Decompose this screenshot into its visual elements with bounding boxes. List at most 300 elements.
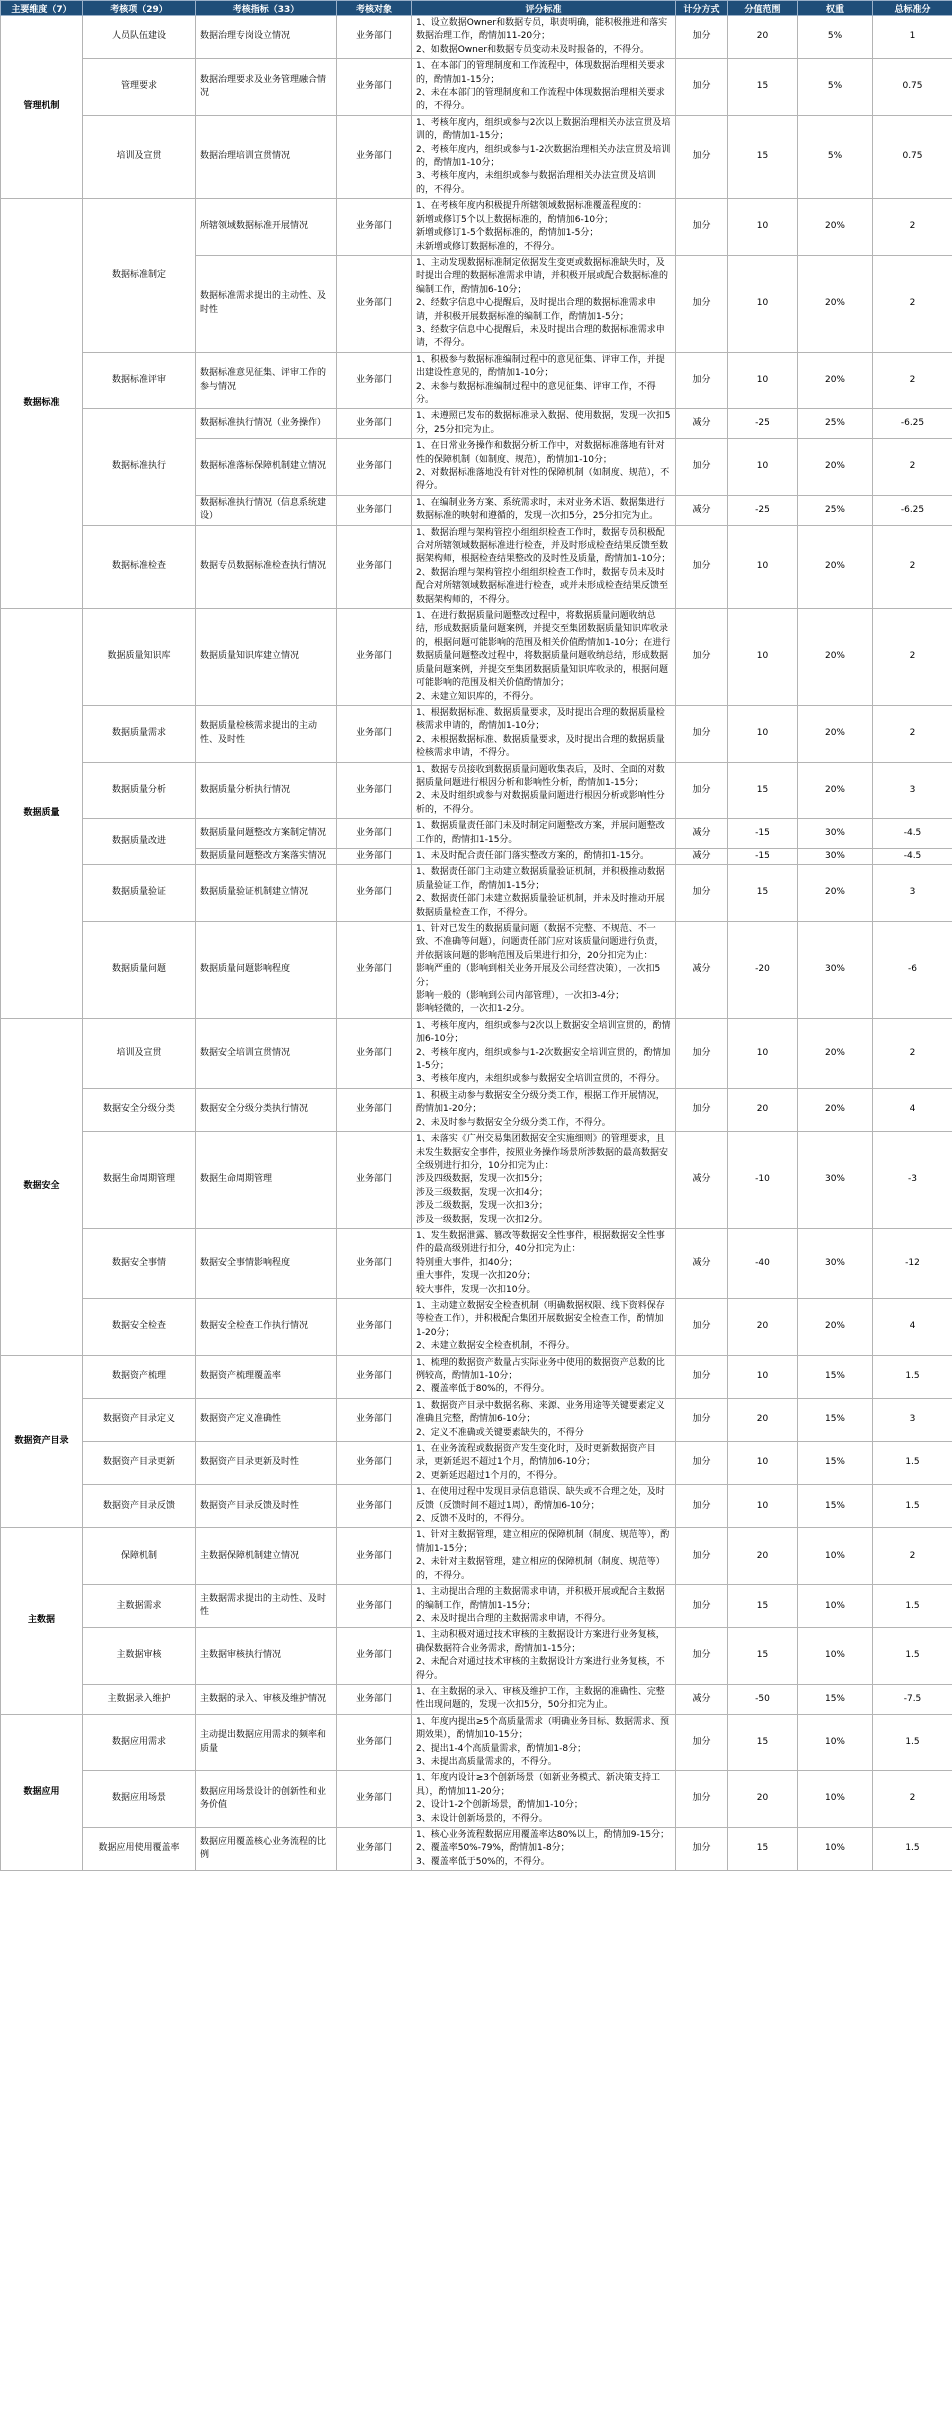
method-cell: 减分 — [676, 1228, 728, 1298]
table-row — [1, 1585, 952, 1628]
criteria-cell: 1、主动建立数据安全检查机制（明确数据权限、线下资料保存等检查工作），并积极配合集团开展数据安全检查工作，酌情加1-20分； 2、未建立数据安全检查机制，不得分。 — [412, 1298, 676, 1355]
target-cell: 业务部门 — [337, 1018, 412, 1088]
table-row — [1, 1528, 952, 1585]
item-cell: 数据质量问题 — [83, 922, 196, 1019]
item-cell: 数据质量知识库 — [83, 609, 196, 706]
score-cell: 2 — [873, 199, 952, 256]
target-cell: 业务部门 — [337, 1714, 412, 1771]
indicator-cell: 数据资产目录更新及时性 — [196, 1442, 337, 1485]
table-row — [1, 1628, 952, 1685]
header-target: 考核对象 — [337, 1, 412, 16]
method-cell: 减分 — [676, 848, 728, 864]
range-cell: -15 — [728, 819, 798, 849]
indicator-cell: 数据标准执行情况（业务操作） — [196, 409, 337, 439]
range-cell: 10 — [728, 1485, 798, 1528]
weight-cell: 10% — [798, 1628, 873, 1685]
range-cell: 15 — [728, 115, 798, 198]
item-cell: 主数据需求 — [83, 1585, 196, 1628]
range-cell: 20 — [728, 1298, 798, 1355]
target-cell: 业务部门 — [337, 762, 412, 819]
criteria-cell: 1、针对已发生的数据质量问题（数据不完整、不规范、不一致、不准确等问题），问题责任部门应对该质量问题进行负责，并依据该问题的影响范围及后果进行扣分，20分扣完为止： 影响严重的（影响到相关业务开展及公司经营决策），一次扣5分； 影响一般的（影响到公司内部管理），一次扣3-4分； 影响轻微的，一次扣1-2分。 — [412, 922, 676, 1019]
criteria-cell: 1、数据治理与架构管控小组组织检查工作时，数据专员积极配合对所辖领域数据标准进行检查，并及时形成检查结果反馈至数据架构师，根据检查结果整改的及时性及质量，酌情加1-10分； 2、数据治理与架构管控小组组织检查工作时，数据专员未及时配合对所辖领域数据标准进行检查，或并未形成检查结果反馈至数据架构师的，不得分。 — [412, 525, 676, 608]
weight-cell: 20% — [798, 1018, 873, 1088]
indicator-cell: 所辖领域数据标准开展情况 — [196, 199, 337, 256]
score-cell: 2 — [873, 255, 952, 352]
table-row — [1, 1684, 952, 1714]
table-row — [1, 1298, 952, 1355]
indicator-cell: 数据应用场景设计的创新性和业务价值 — [196, 1771, 337, 1828]
target-cell: 业务部门 — [337, 1528, 412, 1585]
range-cell: -15 — [728, 848, 798, 864]
indicator-cell: 数据质量检核需求提出的主动性、及时性 — [196, 705, 337, 762]
range-cell: 20 — [728, 16, 798, 59]
criteria-cell: 1、积极参与数据标准编制过程中的意见征集、评审工作，并提出建设性意见的，酌情加1-10分； 2、未参与数据标准编制过程中的意见征集、评审工作，不得分。 — [412, 352, 676, 409]
table-row — [1, 199, 952, 256]
weight-cell: 15% — [798, 1398, 873, 1441]
weight-cell: 20% — [798, 439, 873, 496]
indicator-cell: 数据治理要求及业务管理融合情况 — [196, 59, 337, 116]
weight-cell: 10% — [798, 1585, 873, 1628]
method-cell: 加分 — [676, 865, 728, 922]
score-cell: 4 — [873, 1088, 952, 1131]
table-row — [1, 1228, 952, 1298]
score-cell: 1.5 — [873, 1628, 952, 1685]
criteria-cell: 1、根据数据标准、数据质量要求，及时提出合理的数据质量检核需求申请的，酌情加1-10分； 2、未根据数据标准、数据质量要求，及时提出合理的数据质量检核需求申请，不得分。 — [412, 705, 676, 762]
indicator-cell: 数据安全事情影响程度 — [196, 1228, 337, 1298]
weight-cell: 15% — [798, 1485, 873, 1528]
range-cell: -25 — [728, 495, 798, 525]
item-cell: 数据标准制定 — [83, 199, 196, 352]
weight-cell: 10% — [798, 1828, 873, 1871]
indicator-cell: 数据应用覆盖核心业务流程的比例 — [196, 1828, 337, 1871]
target-cell: 业务部门 — [337, 439, 412, 496]
target-cell: 业务部门 — [337, 1771, 412, 1828]
target-cell: 业务部门 — [337, 865, 412, 922]
target-cell: 业务部门 — [337, 525, 412, 608]
score-cell: -3 — [873, 1132, 952, 1229]
criteria-cell: 1、未及时配合责任部门落实整改方案的，酌情扣1-15分。 — [412, 848, 676, 864]
target-cell: 业务部门 — [337, 1132, 412, 1229]
indicator-cell: 数据标准落标保障机制建立情况 — [196, 439, 337, 496]
item-cell: 数据应用场景 — [83, 1771, 196, 1828]
table-row — [1, 115, 952, 198]
header-indicator: 考核指标（33） — [196, 1, 337, 16]
target-cell: 业务部门 — [337, 705, 412, 762]
method-cell: 加分 — [676, 115, 728, 198]
method-cell: 减分 — [676, 409, 728, 439]
weight-cell: 10% — [798, 1771, 873, 1828]
indicator-cell: 数据标准执行情况（信息系统建设） — [196, 495, 337, 525]
weight-cell: 20% — [798, 1088, 873, 1131]
score-cell: 1.5 — [873, 1485, 952, 1528]
item-cell: 数据应用需求 — [83, 1714, 196, 1771]
criteria-cell: 1、主动提出合理的主数据需求申请，并积极开展或配合主数据的编制工作，酌情加1-15分； 2、未及时提出合理的主数据需求申请，不得分。 — [412, 1585, 676, 1628]
dimension-cell: 数据资产目录 — [1, 1355, 83, 1528]
score-cell: 4 — [873, 1298, 952, 1355]
header-weight: 权重 — [798, 1, 873, 16]
target-cell: 业务部门 — [337, 1684, 412, 1714]
dimension-cell: 管理机制 — [1, 16, 83, 199]
range-cell: 10 — [728, 199, 798, 256]
criteria-cell: 1、针对主数据管理，建立相应的保障机制（制度、规范等），酌情加1-15分； 2、未针对主数据管理，建立相应的保障机制（制度、规范等）的，不得分。 — [412, 1528, 676, 1585]
score-cell: 2 — [873, 1018, 952, 1088]
table-row — [1, 409, 952, 439]
range-cell: -20 — [728, 922, 798, 1019]
score-cell: -12 — [873, 1228, 952, 1298]
item-cell: 管理要求 — [83, 59, 196, 116]
score-cell: 2 — [873, 439, 952, 496]
item-cell: 数据应用使用覆盖率 — [83, 1828, 196, 1871]
item-cell: 数据安全事情 — [83, 1228, 196, 1298]
weight-cell: 20% — [798, 255, 873, 352]
target-cell: 业务部门 — [337, 255, 412, 352]
table-row — [1, 16, 952, 59]
target-cell: 业务部门 — [337, 1398, 412, 1441]
item-cell: 数据标准执行 — [83, 409, 196, 525]
score-cell: -6.25 — [873, 409, 952, 439]
item-cell: 主数据审核 — [83, 1628, 196, 1685]
method-cell: 加分 — [676, 199, 728, 256]
item-cell: 数据安全检查 — [83, 1298, 196, 1355]
target-cell: 业务部门 — [337, 495, 412, 525]
range-cell: 15 — [728, 1828, 798, 1871]
weight-cell: 20% — [798, 199, 873, 256]
table-row — [1, 1088, 952, 1131]
indicator-cell: 数据质量知识库建立情况 — [196, 609, 337, 706]
score-cell: 2 — [873, 705, 952, 762]
item-cell: 数据安全分级分类 — [83, 1088, 196, 1131]
criteria-cell: 1、在编制业务方案、系统需求时，未对业务术语、数据集进行数据标准的映射和遵循的，发现一次扣5分，25分扣完为止。 — [412, 495, 676, 525]
method-cell: 减分 — [676, 1132, 728, 1229]
weight-cell: 20% — [798, 705, 873, 762]
item-cell: 数据标准检查 — [83, 525, 196, 608]
table-row — [1, 1398, 952, 1441]
table-row — [1, 1485, 952, 1528]
target-cell: 业务部门 — [337, 16, 412, 59]
dimension-cell: 数据标准 — [1, 199, 83, 609]
range-cell: 10 — [728, 439, 798, 496]
weight-cell: 5% — [798, 59, 873, 116]
criteria-cell: 1、年度内设计≥3个创新场景（如新业务模式、新决策支持工具），酌情加11-20分； 2、设计1-2个创新场景，酌情加1-10分； 3、未设计创新场景的，不得分。 — [412, 1771, 676, 1828]
range-cell: 10 — [728, 525, 798, 608]
target-cell: 业务部门 — [337, 609, 412, 706]
score-cell: 2 — [873, 1528, 952, 1585]
weight-cell: 25% — [798, 409, 873, 439]
weight-cell: 30% — [798, 848, 873, 864]
score-cell: 2 — [873, 609, 952, 706]
criteria-cell: 1、年度内提出≥5个高质量需求（明确业务目标、数据需求、预期效果），酌情加10-15分； 2、提出1-4个高质量需求，酌情加1-8分； 3、未提出高质量需求的，不得分。 — [412, 1714, 676, 1771]
weight-cell: 20% — [798, 865, 873, 922]
score-cell: 0.75 — [873, 115, 952, 198]
weight-cell: 15% — [798, 1684, 873, 1714]
header-dimension: 主要维度（7） — [1, 1, 83, 16]
criteria-cell: 1、发生数据泄露、篡改等数据安全性事件，根据数据安全性事件的最高级别进行扣分，40分扣完为止： 特别重大事件，扣40分； 重大事件，发现一次扣20分； 较大事件，发现一次扣10分。 — [412, 1228, 676, 1298]
criteria-cell: 1、数据责任部门主动建立数据质量验证机制，并积极推动数据质量验证工作，酌情加1-15分； 2、数据责任部门未建立数据质量验证机制，并未及时推动开展数据质量检查工作，不得分。 — [412, 865, 676, 922]
target-cell: 业务部门 — [337, 1628, 412, 1685]
range-cell: -10 — [728, 1132, 798, 1229]
range-cell: 15 — [728, 762, 798, 819]
range-cell: -40 — [728, 1228, 798, 1298]
score-cell: 1.5 — [873, 1585, 952, 1628]
method-cell: 加分 — [676, 1714, 728, 1771]
table-row — [1, 1442, 952, 1485]
item-cell: 数据质量验证 — [83, 865, 196, 922]
range-cell: 10 — [728, 609, 798, 706]
item-cell: 数据资产目录定义 — [83, 1398, 196, 1441]
weight-cell: 5% — [798, 16, 873, 59]
range-cell: 15 — [728, 59, 798, 116]
indicator-cell: 数据生命周期管理 — [196, 1132, 337, 1229]
criteria-cell: 1、未遵照已发布的数据标准录入数据、使用数据，发现一次扣5分，25分扣完为止。 — [412, 409, 676, 439]
target-cell: 业务部门 — [337, 199, 412, 256]
range-cell: 15 — [728, 865, 798, 922]
indicator-cell: 数据治理培训宣贯情况 — [196, 115, 337, 198]
item-cell: 保障机制 — [83, 1528, 196, 1585]
range-cell: 10 — [728, 1355, 798, 1398]
score-cell: -6 — [873, 922, 952, 1019]
indicator-cell: 数据安全分级分类执行情况 — [196, 1088, 337, 1131]
criteria-cell: 1、设立数据Owner和数据专员，职责明确，能积极推进和落实数据治理工作，酌情加11-20分； 2、如数据Owner和数据专员变动未及时报备的，不得分。 — [412, 16, 676, 59]
method-cell: 加分 — [676, 16, 728, 59]
target-cell: 业务部门 — [337, 1442, 412, 1485]
table-row — [1, 1132, 952, 1229]
weight-cell: 15% — [798, 1355, 873, 1398]
item-cell: 数据生命周期管理 — [83, 1132, 196, 1229]
weight-cell: 30% — [798, 922, 873, 1019]
method-cell: 减分 — [676, 922, 728, 1019]
target-cell: 业务部门 — [337, 1088, 412, 1131]
weight-cell: 20% — [798, 762, 873, 819]
indicator-cell: 主数据审核执行情况 — [196, 1628, 337, 1685]
target-cell: 业务部门 — [337, 819, 412, 849]
weight-cell: 10% — [798, 1528, 873, 1585]
indicator-cell: 数据专员数据标准检查执行情况 — [196, 525, 337, 608]
score-cell: 3 — [873, 1398, 952, 1441]
header-item: 考核项（29） — [83, 1, 196, 16]
score-cell: 2 — [873, 1771, 952, 1828]
indicator-cell: 数据安全培训宣贯情况 — [196, 1018, 337, 1088]
table-row — [1, 1355, 952, 1398]
method-cell: 减分 — [676, 819, 728, 849]
target-cell: 业务部门 — [337, 922, 412, 1019]
target-cell: 业务部门 — [337, 1828, 412, 1871]
table-row — [1, 1771, 952, 1828]
weight-cell: 20% — [798, 1298, 873, 1355]
criteria-cell: 1、在本部门的管理制度和工作流程中，体现数据治理相关要求的，酌情加1-15分； 2、未在本部门的管理制度和工作流程中体现数据治理相关要求的，不得分。 — [412, 59, 676, 116]
criteria-cell: 1、主动积极对通过技术审核的主数据设计方案进行业务复核，确保数据符合业务需求，酌情加1-15分； 2、未配合对通过技术审核的主数据设计方案进行业务复核，不得分。 — [412, 1628, 676, 1685]
target-cell: 业务部门 — [337, 115, 412, 198]
weight-cell: 20% — [798, 609, 873, 706]
range-cell: 10 — [728, 1442, 798, 1485]
range-cell: 10 — [728, 705, 798, 762]
criteria-cell: 1、考核年度内，组织或参与2次以上数据安全培训宣贯的，酌情加6-10分； 2、考核年度内，组织或参与1-2次数据安全培训宣贯的，酌情加1-5分； 3、考核年度内，未组织或参与数据安全培训宣贯的，不得分。 — [412, 1018, 676, 1088]
range-cell: 10 — [728, 255, 798, 352]
header-method: 计分方式 — [676, 1, 728, 16]
criteria-cell: 1、在日常业务操作和数据分析工作中，对数据标准落地有针对性的保障机制（如制度、规范），酌情加1-10分； 2、对数据标准落地没有针对性的保障机制（如制度、规范），不得分。 — [412, 439, 676, 496]
dimension-cell: 数据质量 — [1, 609, 83, 1019]
dimension-cell: 数据安全 — [1, 1018, 83, 1355]
criteria-cell: 1、在使用过程中发现目录信息错误、缺失或不合理之处，及时反馈（反馈时间不超过1周），酌情加6-10分； 2、反馈不及时的，不得分。 — [412, 1485, 676, 1528]
target-cell: 业务部门 — [337, 1298, 412, 1355]
table-row — [1, 762, 952, 819]
indicator-cell: 数据标准意见征集、评审工作的参与情况 — [196, 352, 337, 409]
score-cell: -4.5 — [873, 848, 952, 864]
method-cell: 加分 — [676, 1018, 728, 1088]
range-cell: 10 — [728, 352, 798, 409]
indicator-cell: 数据质量问题影响程度 — [196, 922, 337, 1019]
range-cell: 20 — [728, 1398, 798, 1441]
score-cell: 2 — [873, 525, 952, 608]
range-cell: 15 — [728, 1628, 798, 1685]
range-cell: -25 — [728, 409, 798, 439]
dimension-cell: 数据应用 — [1, 1714, 83, 1870]
item-cell: 数据质量改进 — [83, 819, 196, 865]
method-cell: 加分 — [676, 1771, 728, 1828]
target-cell: 业务部门 — [337, 848, 412, 864]
score-cell: 3 — [873, 865, 952, 922]
method-cell: 加分 — [676, 1585, 728, 1628]
target-cell: 业务部门 — [337, 1585, 412, 1628]
score-cell: 1 — [873, 16, 952, 59]
range-cell: -50 — [728, 1684, 798, 1714]
criteria-cell: 1、数据质量责任部门未及时制定问题整改方案，并展问题整改工作的，酌情扣1-15分。 — [412, 819, 676, 849]
table-row — [1, 705, 952, 762]
score-cell: 1.5 — [873, 1828, 952, 1871]
score-cell: -7.5 — [873, 1684, 952, 1714]
method-cell: 加分 — [676, 352, 728, 409]
indicator-cell: 主数据需求提出的主动性、及时性 — [196, 1585, 337, 1628]
criteria-cell: 1、考核年度内，组织或参与2次以上数据治理相关办法宣贯及培训的，酌情加1-15分； 2、考核年度内，组织或参与1-2次数据治理相关办法宣贯及培训的，酌情加1-10分； 3、考核年度内，未组织或参与数据治理相关办法宣贯及培训的，不得分。 — [412, 115, 676, 198]
item-cell: 数据质量分析 — [83, 762, 196, 819]
weight-cell: 5% — [798, 115, 873, 198]
weight-cell: 30% — [798, 1228, 873, 1298]
score-cell: 3 — [873, 762, 952, 819]
item-cell: 人员队伍建设 — [83, 16, 196, 59]
method-cell: 加分 — [676, 762, 728, 819]
method-cell: 加分 — [676, 1485, 728, 1528]
header-criteria: 评分标准 — [412, 1, 676, 16]
weight-cell: 25% — [798, 495, 873, 525]
method-cell: 加分 — [676, 1442, 728, 1485]
indicator-cell: 主数据的录入、审核及维护情况 — [196, 1684, 337, 1714]
criteria-cell: 1、在进行数据质量问题整改过程中，将数据质量问题收纳总结，形成数据质量问题案例，并提交至集团数据质量知识库收录的，根据问题可能影响的范围及相关价值酌情加1-10分；在进行数据质量问题整改过程中，将数据质量问题收纳总结，形成数据质量问题案例，并提交至集团数据质量知识库收录的，根据问题可能影响的范围及相关价值酌情加分； 2、未建立知识库的，不得分。 — [412, 609, 676, 706]
criteria-cell: 1、数据专员接收到数据质量问题收集表后，及时、全面的对数据质量问题进行根因分析和影响性分析，酌情加1-15分； 2、未及时组织或参与对数据质量问题进行根因分析或影响性分析的，不得分。 — [412, 762, 676, 819]
method-cell: 加分 — [676, 1828, 728, 1871]
indicator-cell: 数据标准需求提出的主动性、及时性 — [196, 255, 337, 352]
indicator-cell: 数据质量验证机制建立情况 — [196, 865, 337, 922]
indicator-cell: 主动提出数据应用需求的频率和质量 — [196, 1714, 337, 1771]
target-cell: 业务部门 — [337, 409, 412, 439]
score-cell: 0.75 — [873, 59, 952, 116]
criteria-cell: 1、数据资产目录中数据名称、来源、业务用途等关键要素定义准确且完整，酌情加6-10分； 2、定义不准确或关键要素缺失的，不得分 — [412, 1398, 676, 1441]
range-cell: 20 — [728, 1528, 798, 1585]
criteria-cell: 1、积极主动参与数据安全分级分类工作，根据工作开展情况，酌情加1-20分； 2、未及时参与数据安全分级分类工作，不得分。 — [412, 1088, 676, 1131]
range-cell: 15 — [728, 1714, 798, 1771]
target-cell: 业务部门 — [337, 59, 412, 116]
weight-cell: 20% — [798, 525, 873, 608]
header-row — [1, 1, 952, 16]
table-row — [1, 1714, 952, 1771]
item-cell: 数据资产目录反馈 — [83, 1485, 196, 1528]
item-cell: 培训及宣贯 — [83, 115, 196, 198]
range-cell: 15 — [728, 1585, 798, 1628]
indicator-cell: 数据治理专岗设立情况 — [196, 16, 337, 59]
table-row — [1, 819, 952, 849]
indicator-cell: 数据质量分析执行情况 — [196, 762, 337, 819]
score-cell: -6.25 — [873, 495, 952, 525]
indicator-cell: 主数据保障机制建立情况 — [196, 1528, 337, 1585]
table-row — [1, 1828, 952, 1871]
weight-cell: 10% — [798, 1714, 873, 1771]
method-cell: 加分 — [676, 705, 728, 762]
method-cell: 加分 — [676, 59, 728, 116]
indicator-cell: 数据安全检查工作执行情况 — [196, 1298, 337, 1355]
method-cell: 加分 — [676, 609, 728, 706]
table-row — [1, 525, 952, 608]
criteria-cell: 1、未落实《广州交易集团数据安全实施细则》的管理要求，且未发生数据安全事件，按照业务操作场景所涉数据的最高数据安全级别进行扣分，10分扣完为止： 涉及四级数据，发现一次扣5分； 涉及三级数据，发现一次扣4分； 涉及二级数据，发现一次扣3分； 涉及一级数据，发现一次扣2分。 — [412, 1132, 676, 1229]
method-cell: 减分 — [676, 1684, 728, 1714]
method-cell: 加分 — [676, 439, 728, 496]
target-cell: 业务部门 — [337, 1485, 412, 1528]
item-cell: 数据资产梳理 — [83, 1355, 196, 1398]
score-cell: 2 — [873, 352, 952, 409]
range-cell: 20 — [728, 1771, 798, 1828]
criteria-cell: 1、在业务流程或数据资产发生变化时，及时更新数据资产目录，更新延迟不超过1个月，酌情加6-10分； 2、更新延迟超过1个月的，不得分。 — [412, 1442, 676, 1485]
criteria-cell: 1、在考核年度内积极提升所辖领域数据标准覆盖程度的： 新增或修订5个以上数据标准的，酌情加6-10分； 新增或修订1-5个数据标准的，酌情加1-5分； 未新增或修订数据标准的，不得分。 — [412, 199, 676, 256]
method-cell: 加分 — [676, 525, 728, 608]
criteria-cell: 1、核心业务流程数据应用覆盖率达80%以上，酌情加9-15分； 2、覆盖率50%-79%，酌情加1-8分； 3、覆盖率低于50%的，不得分。 — [412, 1828, 676, 1871]
table-body — [1, 16, 952, 1871]
target-cell: 业务部门 — [337, 1228, 412, 1298]
method-cell: 加分 — [676, 1628, 728, 1685]
item-cell: 数据质量需求 — [83, 705, 196, 762]
item-cell: 主数据录入维护 — [83, 1684, 196, 1714]
weight-cell: 30% — [798, 819, 873, 849]
header-range: 分值范围 — [728, 1, 798, 16]
criteria-cell: 1、主动发现数据标准制定依据发生变更或数据标准缺失时，及时提出合理的数据标准需求申请，并积极开展或配合数据标准的编制工作，酌情加6-10分； 2、经数字信息中心提醒后，及时提出合理的数据标准需求申请，并积极开展数据标准的编制工作，酌情加1-5分； 3、经数字信息中心提醒后，未及时提出合理的数据标准需求申请，不得分。 — [412, 255, 676, 352]
target-cell: 业务部门 — [337, 352, 412, 409]
indicator-cell: 数据资产目录反馈及时性 — [196, 1485, 337, 1528]
indicator-cell: 数据资产梳理覆盖率 — [196, 1355, 337, 1398]
method-cell: 加分 — [676, 1355, 728, 1398]
score-cell: 1.5 — [873, 1355, 952, 1398]
weight-cell: 30% — [798, 1132, 873, 1229]
criteria-cell: 1、梳理的数据资产数量占实际业务中使用的数据资产总数的比例较高，酌情加1-10分； 2、覆盖率低于80%的，不得分。 — [412, 1355, 676, 1398]
indicator-cell: 数据质量问题整改方案落实情况 — [196, 848, 337, 864]
item-cell: 培训及宣贯 — [83, 1018, 196, 1088]
method-cell: 加分 — [676, 255, 728, 352]
score-cell: -4.5 — [873, 819, 952, 849]
score-cell: 1.5 — [873, 1714, 952, 1771]
header-score: 总标准分 — [873, 1, 952, 16]
table-row — [1, 352, 952, 409]
range-cell: 10 — [728, 1018, 798, 1088]
method-cell: 加分 — [676, 1088, 728, 1131]
score-cell: 1.5 — [873, 1442, 952, 1485]
method-cell: 加分 — [676, 1528, 728, 1585]
method-cell: 加分 — [676, 1398, 728, 1441]
item-cell: 数据资产目录更新 — [83, 1442, 196, 1485]
item-cell: 数据标准评审 — [83, 352, 196, 409]
table-row — [1, 865, 952, 922]
weight-cell: 20% — [798, 352, 873, 409]
range-cell: 20 — [728, 1088, 798, 1131]
criteria-cell: 1、在主数据的录入、审核及维护工作，主数据的准确性、完整性出现问题的，发现一次扣5分，50分扣完为止。 — [412, 1684, 676, 1714]
indicator-cell: 数据质量问题整改方案制定情况 — [196, 819, 337, 849]
method-cell: 减分 — [676, 495, 728, 525]
indicator-cell: 数据资产定义准确性 — [196, 1398, 337, 1441]
weight-cell: 15% — [798, 1442, 873, 1485]
